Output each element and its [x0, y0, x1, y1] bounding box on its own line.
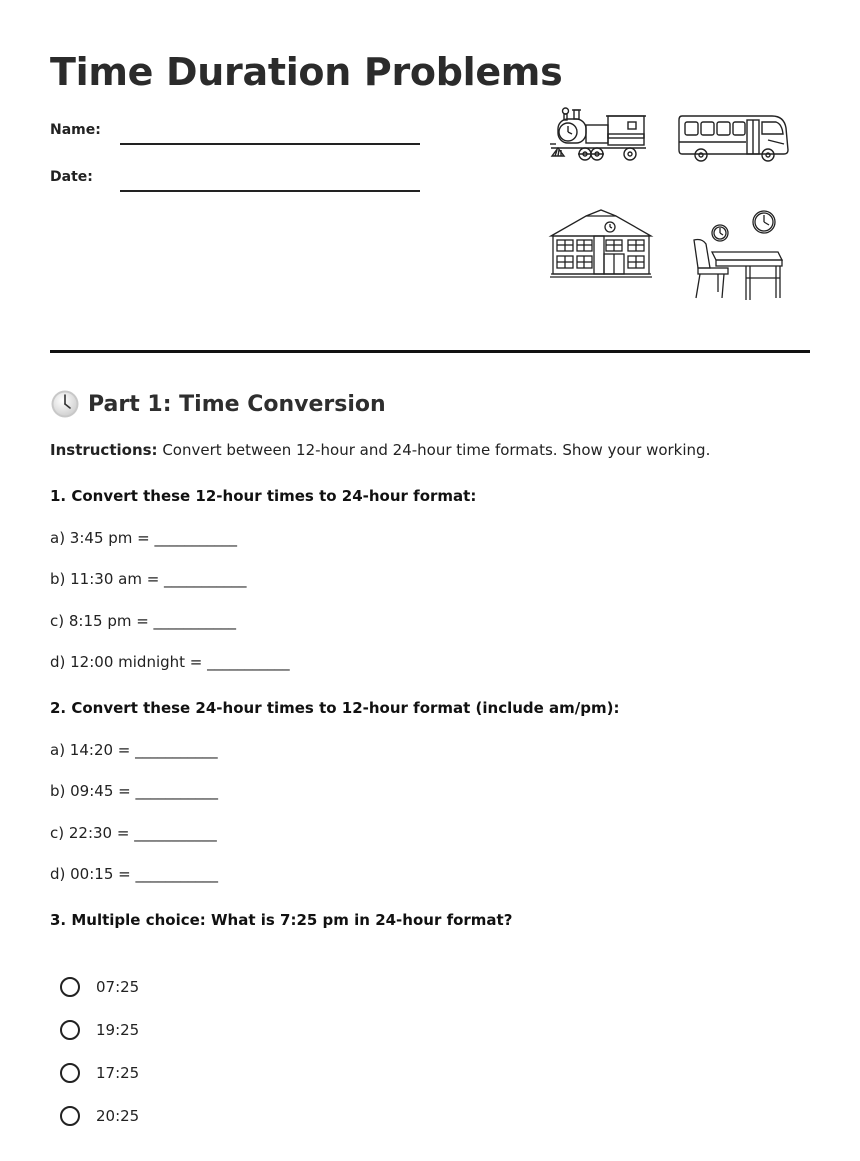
- radio-button[interactable]: [60, 1063, 80, 1083]
- q2-item-b: b) 09:45 = ___________: [50, 782, 218, 800]
- section-title: Part 1: Time Conversion: [88, 391, 386, 417]
- option-3[interactable]: [60, 1063, 139, 1083]
- radio-button[interactable]: [60, 1106, 80, 1126]
- date-field[interactable]: [120, 190, 420, 192]
- radio-button[interactable]: [60, 1020, 80, 1040]
- clock-icon: [50, 389, 80, 419]
- date-label: Date:: [50, 169, 93, 185]
- q1-item-c: c) 8:15 pm = ___________: [50, 612, 237, 630]
- school-illustration: [548, 208, 654, 278]
- option-1[interactable]: [60, 977, 139, 997]
- option-label: 20:25: [96, 1107, 140, 1125]
- q2-item-d: d) 00:15 = ___________: [50, 865, 218, 883]
- part1-heading: [50, 389, 386, 419]
- question-3-prompt: 3. Multiple choice: What is 7:25 pm in 24-hour format?: [50, 911, 513, 929]
- page-title: Time Duration Problems: [50, 50, 563, 94]
- option-label: 07:25: [96, 978, 140, 996]
- instructions-label: Instructions:: [50, 441, 158, 459]
- option-2[interactable]: [60, 1020, 139, 1040]
- radio-button[interactable]: [60, 977, 80, 997]
- bus-illustration: [676, 110, 791, 164]
- option-label: 19:25: [96, 1021, 140, 1039]
- q1-item-b: b) 11:30 am = ___________: [50, 570, 247, 588]
- name-field[interactable]: [120, 143, 420, 145]
- desk-and-clocks-illustration: [688, 208, 786, 302]
- q1-item-a: a) 3:45 pm = ___________: [50, 529, 238, 547]
- header-divider: [50, 350, 810, 353]
- instructions-text: Convert between 12-hour and 24-hour time formats. Show your working.: [157, 441, 711, 459]
- name-label: Name:: [50, 122, 101, 138]
- option-4[interactable]: [60, 1106, 139, 1126]
- question-1-prompt: 1. Convert these 12-hour times to 24-hour format:: [50, 487, 477, 505]
- question-2-prompt: 2. Convert these 24-hour times to 12-hour format (include am/pm):: [50, 699, 620, 717]
- q1-item-d: d) 12:00 midnight = ___________: [50, 653, 290, 671]
- q2-item-c: c) 22:30 = ___________: [50, 824, 217, 842]
- steam-train-illustration: [548, 106, 650, 164]
- instructions: [50, 441, 710, 459]
- q2-item-a: a) 14:20 = ___________: [50, 741, 218, 759]
- option-label: 17:25: [96, 1064, 140, 1082]
